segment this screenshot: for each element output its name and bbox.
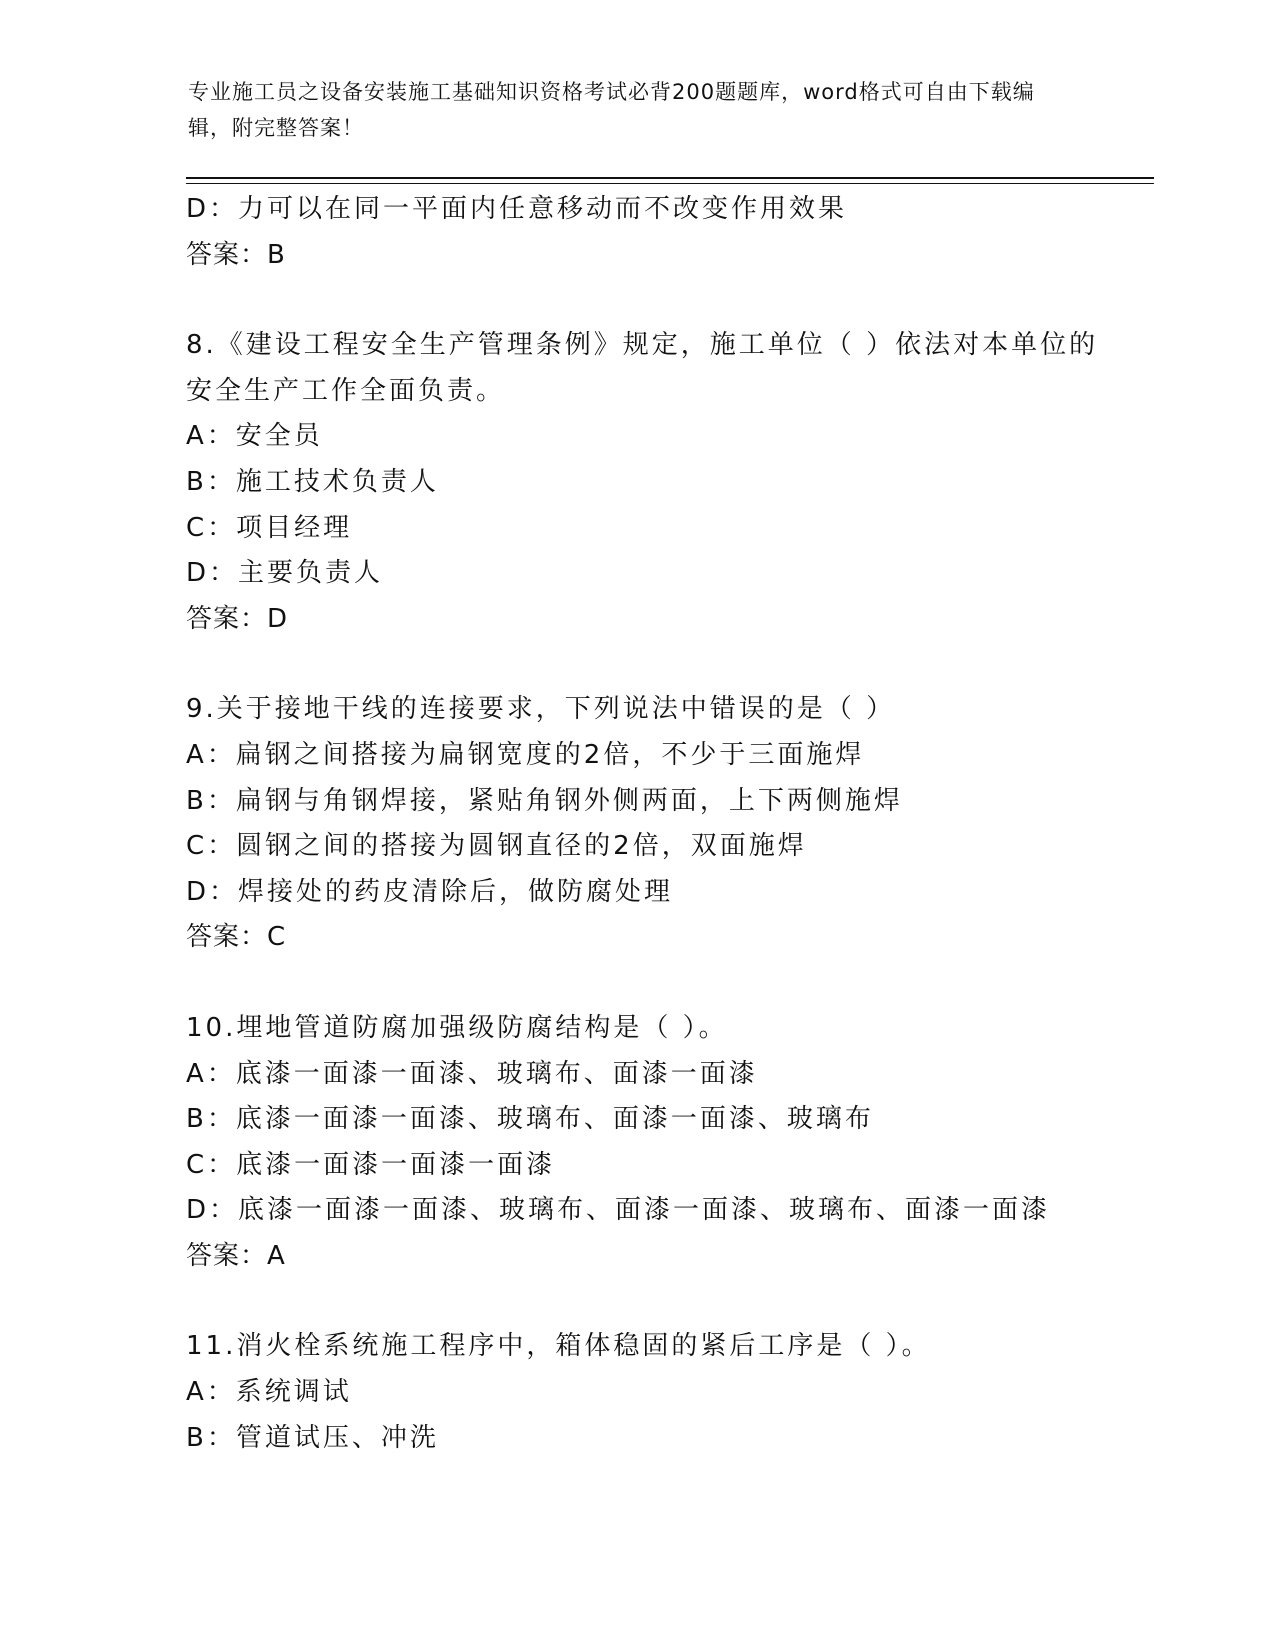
option-a: A：扁钢之间搭接为扁钢宽度的2倍，不少于三面施焊	[186, 739, 865, 770]
spacer	[186, 642, 1126, 687]
option-b: B：管道试压、冲洗	[186, 1422, 439, 1453]
spacer	[186, 278, 1126, 323]
document-title: 专业施工员之设备安装施工基础知识资格考试必背200题题库，word格式可自由下载编辑，附完整答案！	[188, 80, 1035, 140]
option-b: B：底漆一面漆一面漆、玻璃布、面漆一面漆、玻璃布	[186, 1104, 874, 1135]
question-9	[186, 687, 1126, 961]
question-stem: 11.消火栓系统施工程序中，箱体稳固的紧后工序是（ ）。	[186, 1331, 931, 1362]
question-content	[186, 187, 1126, 1461]
answer: 答案：D	[186, 603, 289, 634]
option-c: C：圆钢之间的搭接为圆钢直径的2倍，双面施焊	[186, 831, 807, 862]
question-10	[186, 1006, 1126, 1280]
question-11	[186, 1324, 1126, 1461]
header-divider-thick	[186, 177, 1154, 179]
option-a: A：底漆一面漆一面漆、玻璃布、面漆一面漆	[186, 1058, 758, 1089]
question-stem: 9.关于接地干线的连接要求，下列说法中错误的是（ ）	[186, 694, 896, 725]
spacer	[186, 1279, 1126, 1324]
option-b: B：施工技术负责人	[186, 466, 439, 497]
answer: 答案：C	[186, 922, 287, 953]
question-7-answer: 答案：B	[186, 239, 286, 270]
option-d: D：底漆一面漆一面漆、玻璃布、面漆一面漆、玻璃布、面漆一面漆	[186, 1195, 1051, 1226]
question-stem: 8.《建设工程安全生产管理条例》规定，施工单位（ ）依法对本单位的安全生产工作全面负责。	[186, 330, 1099, 406]
spacer	[186, 961, 1126, 1006]
option-a: A：安全员	[186, 421, 323, 452]
option-d: D：主要负责人	[186, 558, 384, 589]
document-header	[188, 74, 1068, 146]
option-a: A：系统调试	[186, 1377, 352, 1408]
option-b: B：扁钢与角钢焊接，紧贴角钢外侧两面，上下两侧施焊	[186, 785, 903, 816]
question-7-option-d: D：力可以在同一平面内任意移动而不改变作用效果	[186, 194, 848, 224]
option-d: D：焊接处的药皮清除后，做防腐处理	[186, 876, 674, 907]
option-c: C：项目经理	[186, 512, 353, 543]
option-c: C：底漆一面漆一面漆一面漆	[186, 1149, 556, 1180]
question-stem: 10.埋地管道防腐加强级防腐结构是（ ）。	[186, 1012, 728, 1043]
header-divider-thin	[186, 183, 1154, 184]
question-8	[186, 323, 1126, 642]
answer: 答案：A	[186, 1240, 286, 1271]
